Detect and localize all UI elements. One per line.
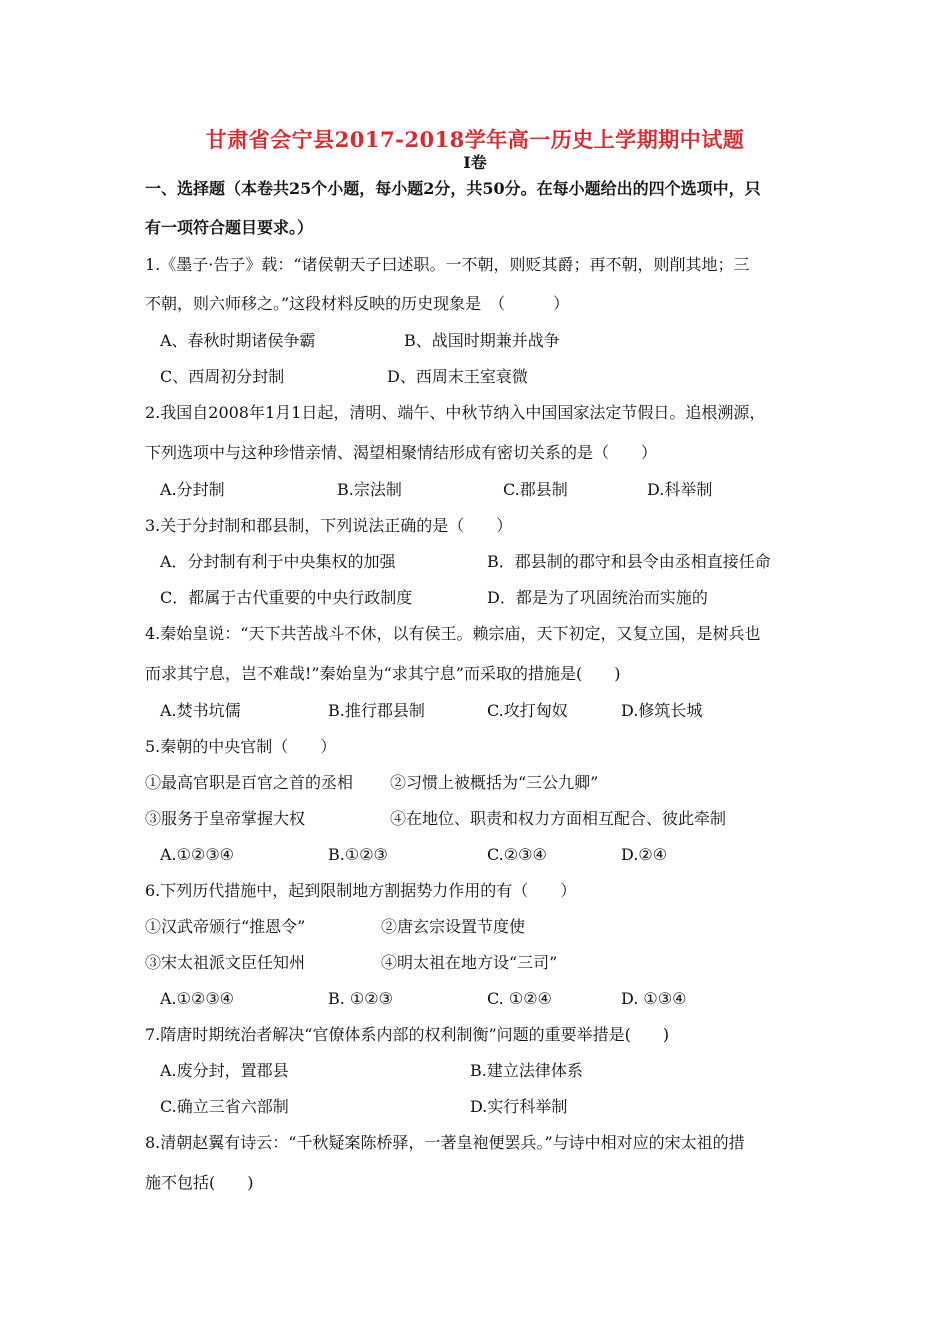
- question-2-option-c: C.郡县制: [503, 480, 568, 499]
- question-1-stem-line-2: 不朝，则六师移之。”这段材料反映的历史现象是 （ ）: [145, 294, 570, 313]
- question-5-option-d: D.②④: [621, 845, 668, 864]
- question-4-option-a: A.焚书坑儒: [160, 701, 241, 720]
- question-3-option-b: B．郡县制的郡守和县令由丞相直接任命: [487, 552, 771, 571]
- volume-label: Ⅰ卷: [463, 153, 487, 172]
- question-1-option-a: A、春秋时期诸侯争霸: [160, 331, 316, 350]
- question-4-option-b: B.推行郡县制: [328, 701, 425, 720]
- question-5-statement-2: ②习惯上被概括为“三公九卿”: [390, 773, 599, 792]
- question-5-option-a: A.①②③④: [160, 845, 235, 864]
- question-2-stem-line-1: 2.我国自2008年1月1日起，清明、端午、中秋节纳入中国国家法定节假日。追根溯源，: [145, 403, 766, 422]
- question-6-option-c: C. ①②④: [487, 989, 552, 1008]
- question-1-stem-line-1: 1.《墨子·告子》载：“诸侯朝天子曰述职。一不朝，则贬其爵；再不朝，则削其地；三: [145, 255, 750, 274]
- question-4-stem-line-1: 4.秦始皇说：“天下共苦战斗不休，以有侯王。赖宗庙，天下初定，又复立国，是树兵也: [145, 624, 761, 643]
- question-5-statement-4: ④在地位、职责和权力方面相互配合、彼此牵制: [390, 809, 727, 828]
- question-3-option-a: A．分封制有利于中央集权的加强: [160, 552, 396, 571]
- question-4-stem-line-2: 而求其宁息，岂不难哉!”秦始皇为“求其宁息”而采取的措施是( ): [145, 664, 621, 683]
- question-2-option-d: D.科举制: [647, 480, 713, 499]
- question-5-option-c: C.②③④: [487, 845, 547, 864]
- question-6-option-b: B. ①②③: [328, 989, 393, 1008]
- question-5-option-b: B.①②③: [328, 845, 388, 864]
- question-6-option-a: A.①②③④: [160, 989, 235, 1008]
- question-6-option-d: D. ①③④: [621, 989, 687, 1008]
- question-5-statement-3: ③服务于皇帝掌握大权: [145, 809, 306, 828]
- question-7-option-c: C.确立三省六部制: [160, 1097, 289, 1116]
- question-2-stem-line-2: 下列选项中与这种珍惜亲情、渴望相聚情结形成有密切关系的是（ ）: [145, 443, 658, 462]
- question-7-option-b: B.建立法律体系: [470, 1061, 583, 1080]
- question-7-stem: 7.隋唐时期统治者解决“官僚体系内部的权利制衡”问题的重要举措是( ): [145, 1025, 670, 1044]
- question-6-statement-4: ④明太祖在地方设“三司”: [381, 953, 558, 972]
- section-instructions-line-1: 一、选择题（本卷共25个小题，每小题2分，共50分。在每小题给出的四个选项中，只: [145, 179, 761, 198]
- question-4-option-d: D.修筑长城: [621, 701, 703, 720]
- question-6-statement-1: ①汉武帝颁行“推恩令”: [145, 917, 306, 936]
- question-7-option-d: D.实行科举制: [470, 1097, 568, 1116]
- question-5-statement-1: ①最高官职是百官之首的丞相: [145, 773, 354, 792]
- question-1-option-d: D、西周末王室衰微: [387, 367, 528, 386]
- question-5-stem: 5.秦朝的中央官制（ ）: [145, 737, 337, 756]
- question-3-stem: 3.关于分封制和郡县制，下列说法正确的是（ ）: [145, 516, 513, 535]
- question-8-stem-line-2: 施不包括( ): [145, 1173, 254, 1192]
- question-4-option-c: C.攻打匈奴: [487, 701, 568, 720]
- question-6-stem: 6.下列历代措施中，起到限制地方割据势力作用的有（ ）: [145, 881, 577, 900]
- question-2-option-b: B.宗法制: [337, 480, 402, 499]
- question-1-option-c: C、西周初分封制: [160, 367, 285, 386]
- question-6-statement-3: ③宋太祖派文臣任知州: [145, 953, 306, 972]
- question-6-statement-2: ②唐玄宗设置节度使: [381, 917, 526, 936]
- section-instructions-line-2: 有一项符合题目要求。）: [145, 218, 314, 237]
- question-7-option-a: A.废分封，置郡县: [160, 1061, 289, 1080]
- exam-title: 甘肃省会宁县2017-2018学年高一历史上学期期中试题: [205, 127, 745, 152]
- question-1-option-b: B、战国时期兼并战争: [404, 331, 560, 350]
- question-3-option-d: D．都是为了巩固统治而实施的: [487, 588, 708, 607]
- question-8-stem-line-1: 8.清朝赵翼有诗云：“千秋疑案陈桥驿，一著皇袍便罢兵。”与诗中相对应的宋太祖的措: [145, 1133, 745, 1152]
- question-2-option-a: A.分封制: [160, 480, 225, 499]
- question-3-option-c: C．都属于古代重要的中央行政制度: [160, 588, 413, 607]
